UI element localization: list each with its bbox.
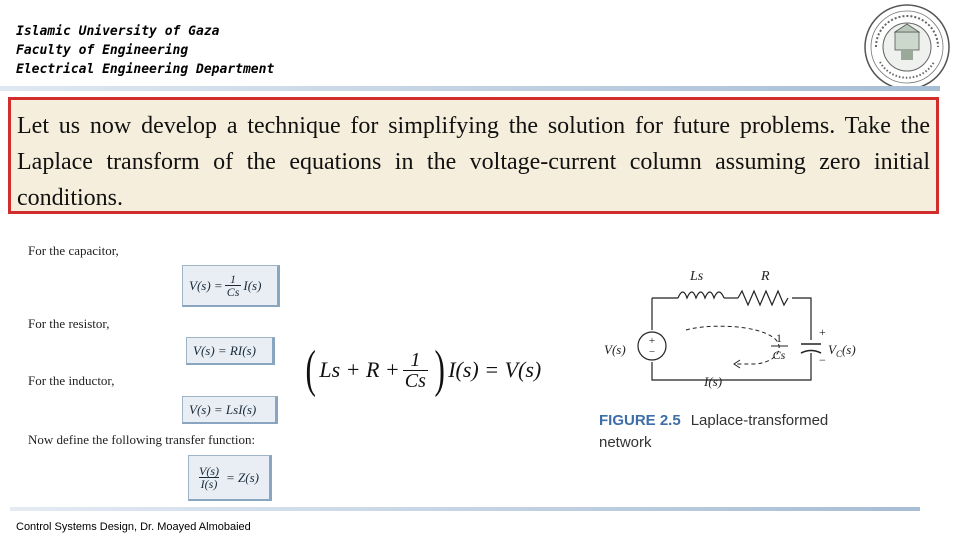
svg-text:−: − — [819, 353, 826, 367]
source-label: V(s) — [604, 342, 626, 357]
svg-text:+: + — [648, 335, 656, 347]
capacitor-eq-numerator: 1 — [230, 272, 237, 286]
resistor-label: For the resistor, — [28, 316, 110, 331]
capacitor-eq-lhs: V(s) = — [189, 277, 223, 293]
transfer-function-equation — [188, 455, 272, 501]
rlc-circuit-diagram — [596, 262, 886, 402]
impedance-equation — [302, 341, 542, 398]
capacitor-label: For the capacitor, — [28, 243, 119, 258]
capacitor-eq-denominator: Cs — [226, 285, 240, 299]
resistor-label: R — [761, 269, 770, 284]
institution-header — [16, 22, 274, 79]
inductor-equation: V(s) = LsI(s) — [182, 396, 278, 424]
figure-caption-line1: Laplace-transformed — [690, 412, 829, 429]
transfer-eq-denominator: I(s) — [200, 477, 218, 491]
figure-caption — [599, 410, 828, 454]
footer-text: Control Systems Design, Dr. Moayed Almobaied — [16, 521, 251, 533]
right-paren: ) — [434, 341, 445, 398]
impedance-eq-part2: I(s) = V(s) — [448, 357, 542, 382]
capacitor-fraction-num: 1 — [776, 331, 782, 345]
impedance-eq-denominator: Cs — [404, 369, 426, 392]
impedance-eq-part1: Ls + R + — [319, 357, 400, 382]
bottom-divider — [10, 507, 920, 511]
transfer-eq-rhs: = Z(s) — [226, 469, 259, 485]
faculty-name: Faculty of Engineering — [16, 43, 189, 58]
callout-text: Let us now develop a technique for simplifying the solution for future problems. Take the Laplace transform of the equations in the voltage-current column assuming zero initial conditions. — [17, 113, 930, 211]
inductor-label: Ls — [690, 269, 704, 284]
impedance-eq-numerator: 1 — [410, 348, 421, 371]
capacitor-eq-fraction — [225, 273, 242, 298]
left-paren: ( — [305, 341, 316, 398]
impedance-eq-fraction — [403, 350, 428, 391]
transfer-eq-numerator: V(s) — [199, 464, 219, 478]
inductor-label: For the inductor, — [28, 373, 115, 388]
transfer-eq-fraction — [197, 465, 221, 490]
resistor-equation: V(s) = RI(s) — [186, 337, 275, 365]
current-label: I(s) — [704, 374, 723, 389]
instruction-callout — [8, 97, 939, 214]
vc-label: V — [828, 342, 836, 357]
capacitor-equation — [182, 265, 280, 307]
top-divider — [0, 86, 940, 91]
figure-caption-line2: network — [599, 434, 652, 451]
department-name: Electrical Engineering Department — [16, 62, 275, 77]
vc-argument: (s) — [841, 342, 856, 357]
svg-text:VC(s) — [828, 342, 856, 359]
capacitor-fraction-den: Cs — [772, 348, 786, 362]
university-seal-logo — [862, 2, 952, 92]
svg-text:−: − — [648, 346, 656, 358]
transfer-function-label: Now define the following transfer function: — [28, 432, 256, 447]
svg-text:+: + — [819, 325, 826, 339]
university-name: Islamic University of Gaza — [16, 24, 220, 39]
figure-number: FIGURE 2.5 — [599, 412, 681, 429]
vc-subscript: C — [835, 349, 842, 359]
capacitor-eq-rhs: I(s) — [243, 277, 262, 293]
